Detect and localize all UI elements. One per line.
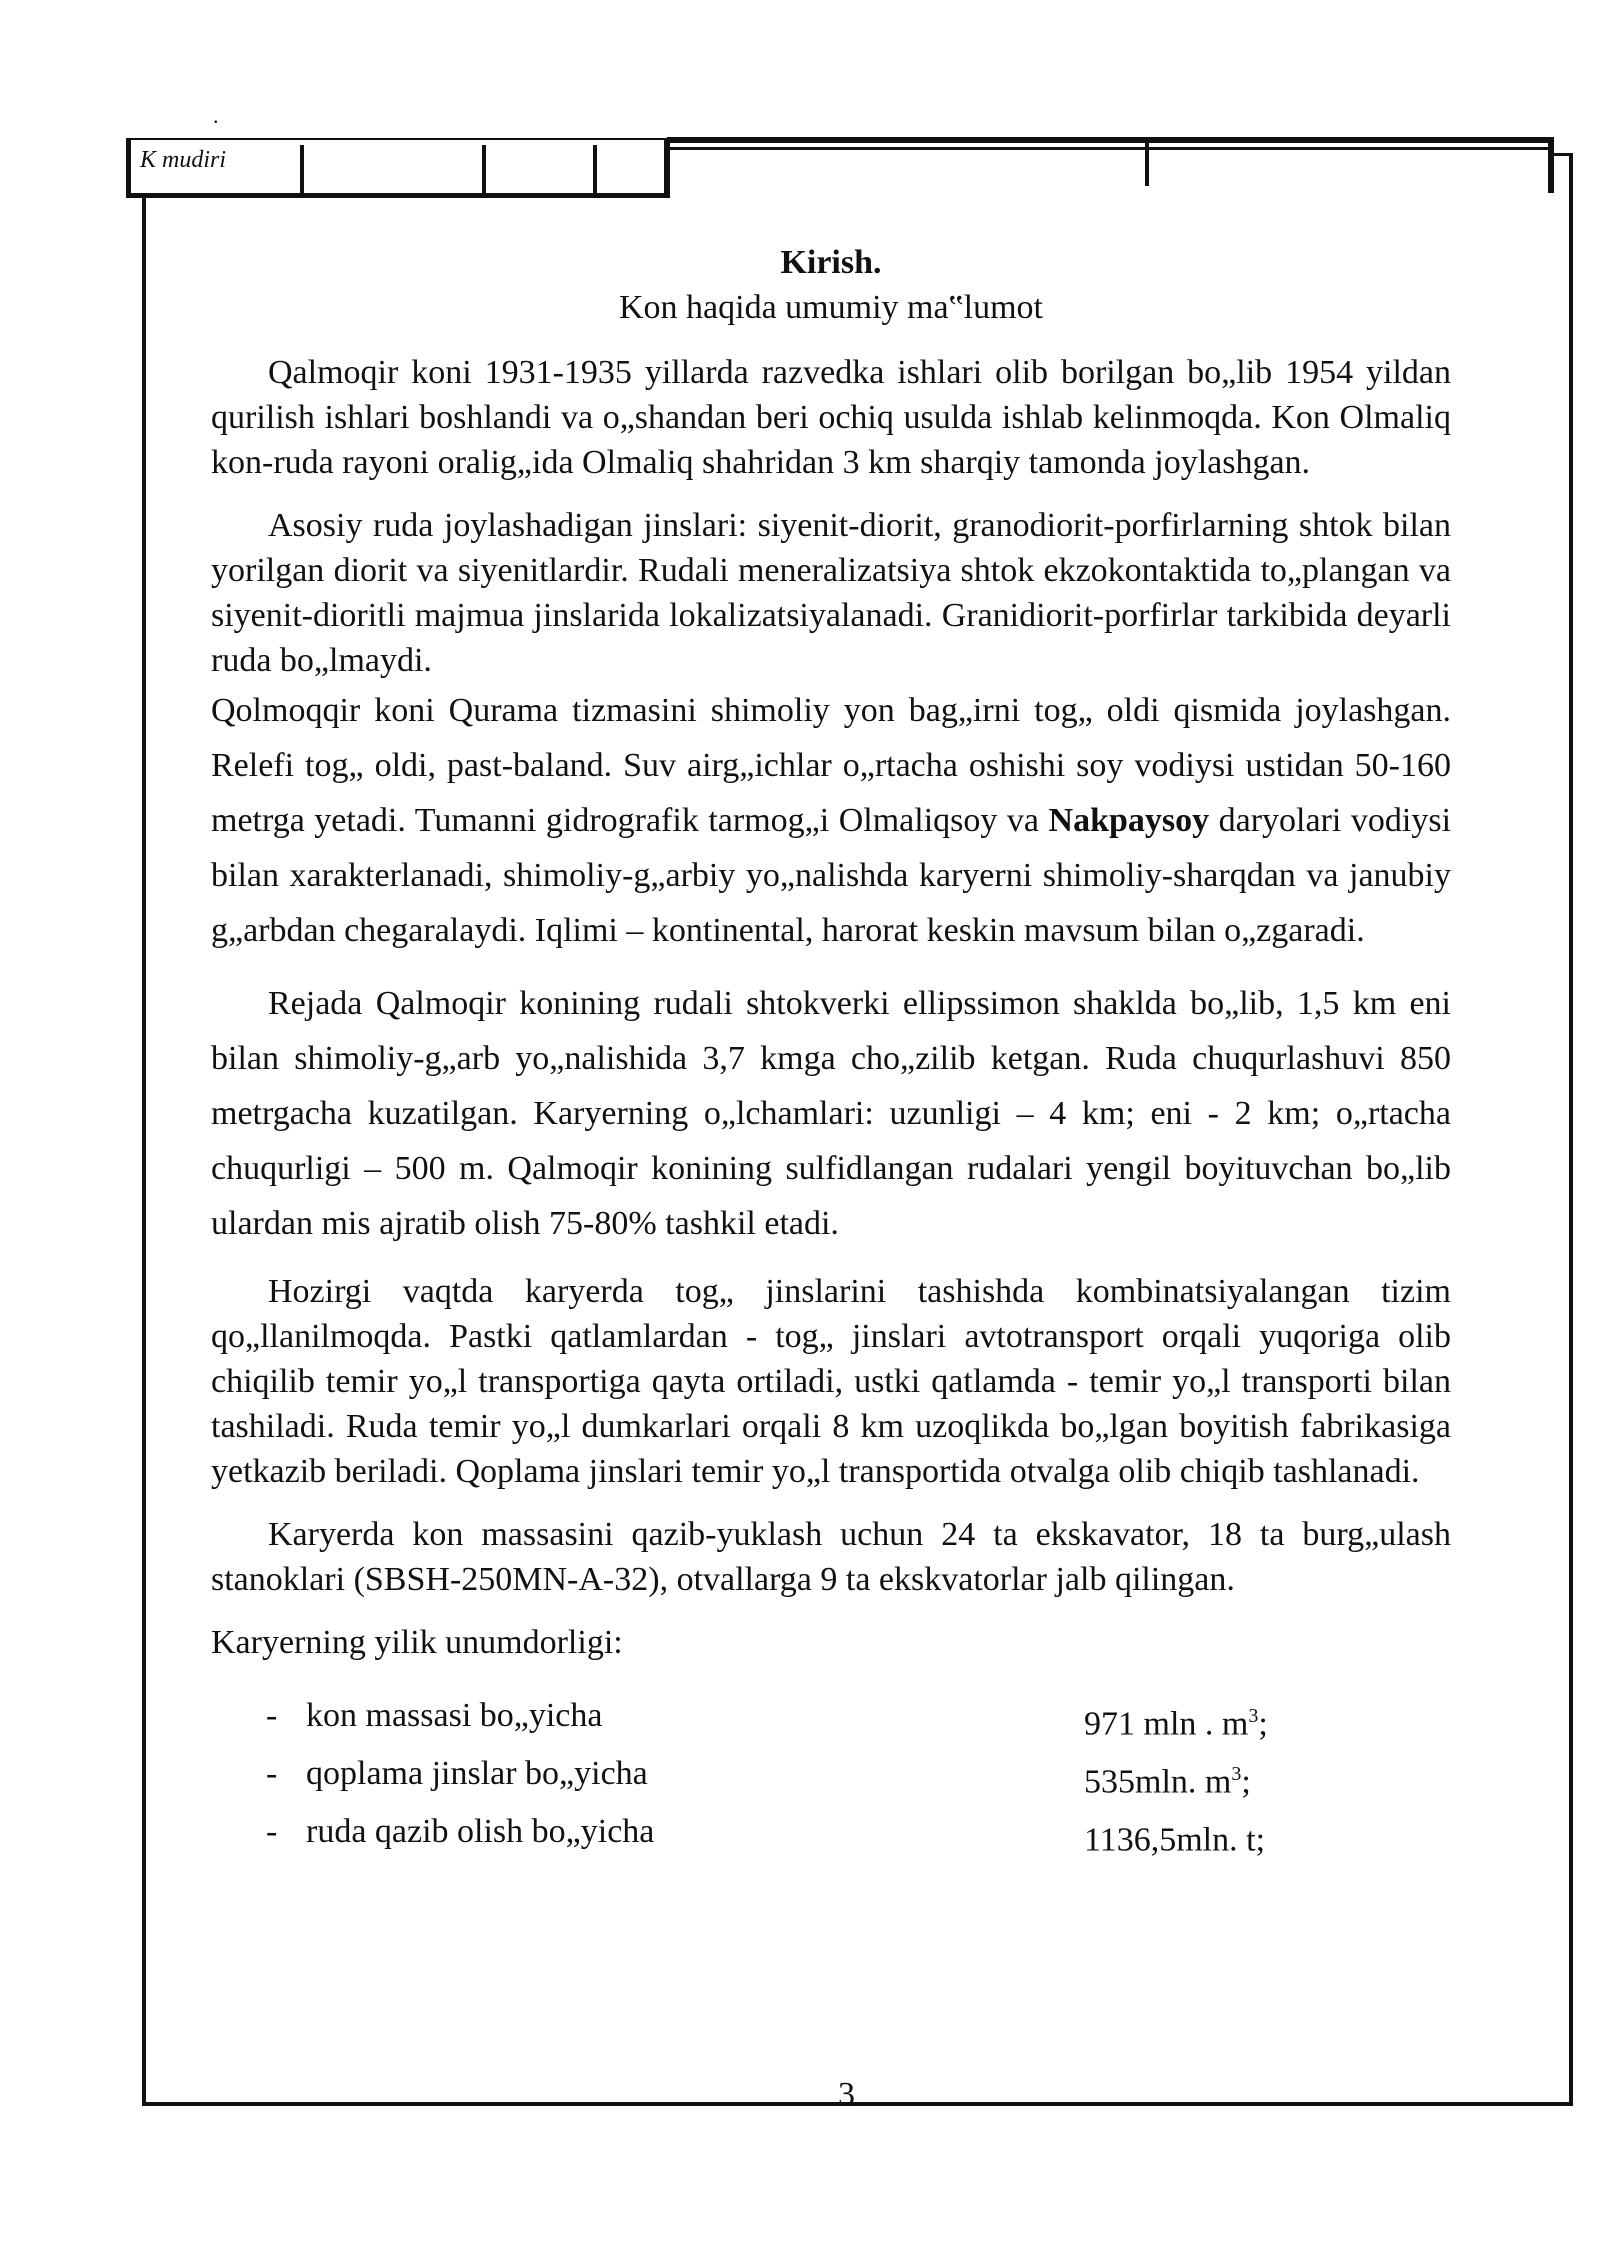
stamp-left bbox=[126, 138, 131, 198]
frame-right-corner bbox=[1548, 137, 1554, 193]
list-bullet: - bbox=[266, 1813, 278, 1850]
document-body bbox=[211, 240, 1451, 1861]
list-item-value: 535mln. $m^3$; bbox=[1084, 1763, 1251, 1801]
stamp-label: K mudiri bbox=[140, 147, 227, 173]
frame-top-right-2 bbox=[667, 147, 1552, 150]
productivity-title: Karyerning yilik unumdorligi: bbox=[211, 1624, 623, 1661]
stamp-col-2 bbox=[482, 145, 486, 195]
list-item-value: 971 mln . $m^3$; bbox=[1084, 1705, 1268, 1743]
frame-divider bbox=[1145, 140, 1149, 186]
stamp-dot: . bbox=[213, 103, 219, 128]
stamp-bottom bbox=[128, 193, 668, 198]
list-item bbox=[211, 1803, 1451, 1861]
page-title: Kirish. bbox=[780, 244, 882, 281]
frame-right-corner-2 bbox=[1554, 153, 1573, 156]
page-subtitle: Kon haqida umumiy ma‟lumot bbox=[619, 289, 1043, 326]
stamp-right bbox=[664, 140, 670, 198]
list-item bbox=[211, 1687, 1451, 1745]
list-item-label: ruda qazib olish bo„yicha bbox=[306, 1813, 655, 1850]
paragraph-transport: Hozirgi vaqtda karyerda tog„ jinslarini tashishda kombinatsiyalangan tizim qo„llanilmoqda. Pastki qatlamlardan - tog„ jinslari avtotransport orqali yuqoriga olib chiqilib temir yo„l transportiga qayta ortiladi, ustki qatlamda - temir yo„l transporti bilan tashiladi. Ruda temir yo„l dumkarlari orqali 8 km uzoqlikda bo„lgan boyitish fabrikasiga yetkazib beriladi. Qoplama jinslari temir yo„l transportida otvalga olib chiqib tashlanadi. bbox=[211, 1273, 1451, 1490]
river-name: Nakpaysoy bbox=[1048, 802, 1210, 839]
page-number: 3 bbox=[838, 2076, 855, 2113]
list-item bbox=[211, 1745, 1451, 1803]
paragraph-relief-text-2: daryolari vodiysi bilan xarakterlanadi, shimoliy-g„arbiy yo„nalishda karyerni shimoliy-sharqdan va janubiy g„arbdan chegaralaydi. Iqlimi – kontinental, harorat keskin mavsum bilan o„zgaradi. bbox=[211, 802, 1452, 949]
frame-right bbox=[1569, 155, 1573, 2106]
list-bullet: - bbox=[266, 1697, 278, 1734]
paragraph-geology: Asosiy ruda joylashadigan jinslari: siyenit-diorit, granodiorit-porfirlarning shtok bilan yorilgan diorit va siyenitlardir. Rudali meneralizatsiya shtok ekzokontaktida to„plangan va siyenit-dioritli majmua jinslarida lokalizatsiyalanadi. Granidiorit-porfirlar tarkibida deyarli ruda bo„lmaydi. bbox=[211, 507, 1451, 679]
list-item-value: 1136,5mln. t; bbox=[1084, 1821, 1266, 1859]
productivity-list bbox=[211, 1687, 1451, 1861]
paragraph-history: Qalmoqir koni 1931-1935 yillarda razvedka ishlari olib borilgan bo„lib 1954 yildan qurilish ishlari boshlandi va o„shandan beri ochiq usulda ishlab kelinmoqda. Kon Olmaliq kon-ruda rayoni oralig„ida Olmaliq shahridan 3 km sharqiy tamonda joylashgan. bbox=[211, 354, 1451, 481]
frame-top-right bbox=[667, 137, 1552, 143]
paragraph-relief bbox=[211, 683, 1451, 958]
list-bullet: - bbox=[266, 1755, 278, 1792]
frame-bottom bbox=[142, 2102, 1572, 2106]
frame-left bbox=[142, 195, 146, 2105]
paragraph-equipment: Karyerda kon massasini qazib-yuklash uchun 24 ta ekskavator, 18 ta burg„ulash stanoklari (SBSH-250MN-A-32), otvallarga 9 ta ekskvatorlar jalb qilingan. bbox=[211, 1516, 1451, 1598]
stamp-col-3 bbox=[593, 145, 597, 195]
paragraph-deposit: Rejada Qalmoqir konining rudali shtokverki ellipssimon shaklda bo„lib, 1,5 km eni bilan shimoliy-g„arb yo„nalishida 3,7 kmga cho„zilib ketgan. Ruda chuqurlashuvi 850 metrgacha kuzatilgan. Karyerning o„lchamlari: uzunligi – 4 km; eni - 2 km; o„rtacha chuqurligi – 500 m. Qalmoqir konining sulfidlangan rudalari yengil boyituvchan bo„lib ulardan mis ajratib olish 75-80% tashkil etadi. bbox=[211, 985, 1451, 1242]
paragraph-relief-text-1: Qolmoqqir koni Qurama tizmasini shimoliy yon bag„irni tog„ oldi qismida joylashgan. Relefi tog„ oldi, past-baland. Suv airg„ichlar o„rtacha oshishi soy vodiysi ustidan 50-160 metrga yetadi. Tumanni gidrografik tarmog„i Olmaliqsoy va bbox=[211, 692, 1451, 839]
list-item-label: kon massasi bo„yicha bbox=[306, 1697, 603, 1734]
stamp-top bbox=[128, 138, 668, 140]
stamp-col-1 bbox=[300, 145, 304, 195]
list-item-label: qoplama jinslar bo„yicha bbox=[306, 1755, 648, 1792]
